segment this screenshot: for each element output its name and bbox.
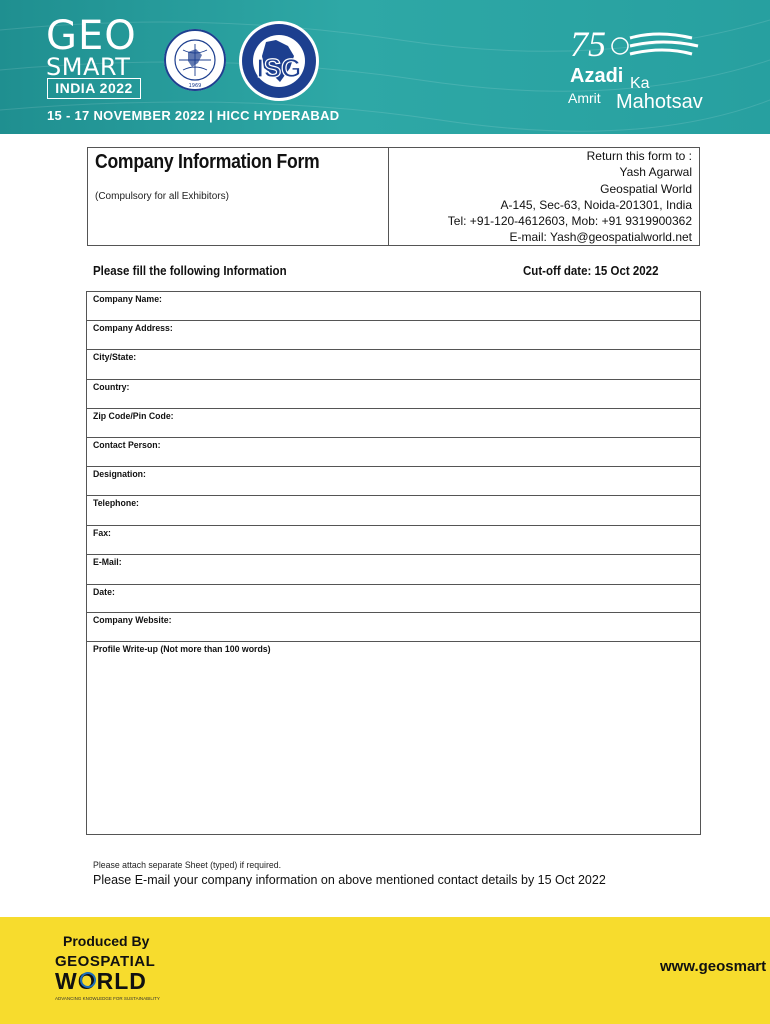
field-profile-writeup[interactable] xyxy=(87,642,700,833)
attach-note: Please attach separate Sheet (typed) if required. xyxy=(93,860,282,871)
footer-band xyxy=(0,917,770,1024)
cutoff-date: Cut-off date: 15 Oct 2022 xyxy=(523,264,659,278)
form-title: Company Information Form xyxy=(95,151,320,173)
return-address xyxy=(392,148,692,246)
isg-text: ISG xyxy=(256,53,302,83)
geosmart-logo-geo: GEO xyxy=(46,13,137,59)
azadi-ka-amrit-mahotsav-logo xyxy=(568,24,738,114)
field-label: Profile Write-up (Not more than 100 words) xyxy=(93,644,271,655)
azadi-mahotsav: Mahotsav xyxy=(616,91,703,113)
field-date[interactable] xyxy=(87,585,700,613)
field-label: Contact Person: xyxy=(93,440,161,451)
field-label: Country: xyxy=(93,382,130,393)
gw-logo-tagline: ADVANCING KNOWLEDGE FOR SUSTAINABILITY xyxy=(55,996,160,1001)
field-label: Zip Code/Pin Code: xyxy=(93,411,174,422)
geospatial-world-logo xyxy=(53,951,178,1003)
field-telephone[interactable] xyxy=(87,496,700,526)
gw-logo-line1: GEOSPATIAL xyxy=(55,953,156,970)
geosmart-logo-smart: SMART xyxy=(46,53,131,81)
field-city-state[interactable] xyxy=(87,350,700,380)
field-label: City/State: xyxy=(93,352,137,363)
return-email: E-mail: Yash@geospatialworld.net xyxy=(509,230,692,245)
field-company-name[interactable] xyxy=(87,292,700,321)
information-fields-table xyxy=(86,291,701,835)
return-line: A-145, Sec-63, Noida-201301, India xyxy=(500,197,692,212)
return-line: Yash Agarwal xyxy=(619,165,692,180)
return-line: Tel: +91-120-4612603, Mob: +91 9319900362 xyxy=(447,214,692,229)
header-banner xyxy=(0,0,770,134)
field-label: Company Address: xyxy=(93,323,173,334)
field-country[interactable] xyxy=(87,380,700,409)
field-label: Company Website: xyxy=(93,615,172,626)
field-company-address[interactable] xyxy=(87,321,700,350)
form-subtitle: (Compulsory for all Exhibitors) xyxy=(95,191,229,202)
produced-by-label: Produced By xyxy=(63,933,150,949)
fill-instruction: Please fill the following Information xyxy=(93,264,287,278)
azadi-75: 75 xyxy=(570,24,606,64)
return-line: Geospatial World xyxy=(600,181,692,196)
seal-year: 1969 xyxy=(188,83,202,89)
irs-seal-logo xyxy=(162,20,228,100)
field-label: E-Mail: xyxy=(93,557,122,568)
geosmart-edition-badge: INDIA 2022 xyxy=(47,78,141,99)
azadi-ka: Ka xyxy=(630,75,650,92)
field-label: Telephone: xyxy=(93,498,139,509)
isg-seal-logo xyxy=(236,20,322,102)
field-label: Date: xyxy=(93,587,115,598)
field-designation[interactable] xyxy=(87,467,700,496)
field-label: Company Name: xyxy=(93,294,162,305)
field-email[interactable] xyxy=(87,555,700,585)
email-note: Please E-mail your company information on above mentioned contact details by 15 Oct 2022 xyxy=(93,873,606,887)
field-fax[interactable] xyxy=(87,526,700,555)
event-tagline: 15 - 17 NOVEMBER 2022 | HICC HYDERABAD xyxy=(47,108,340,123)
form-header-box xyxy=(87,147,700,246)
field-company-website[interactable] xyxy=(87,613,700,642)
field-zip-code[interactable] xyxy=(87,409,700,438)
field-contact-person[interactable] xyxy=(87,438,700,467)
gw-logo-line2: WORLD xyxy=(55,968,147,994)
azadi-amrit: Amrit xyxy=(568,90,601,106)
field-label: Fax: xyxy=(93,528,111,539)
form-header-divider xyxy=(388,148,389,245)
website-url[interactable]: www.geosmart xyxy=(660,958,767,975)
field-label: Designation: xyxy=(93,469,146,480)
return-line: Return this form to : xyxy=(586,149,692,163)
azadi-word: Azadi xyxy=(570,65,624,87)
